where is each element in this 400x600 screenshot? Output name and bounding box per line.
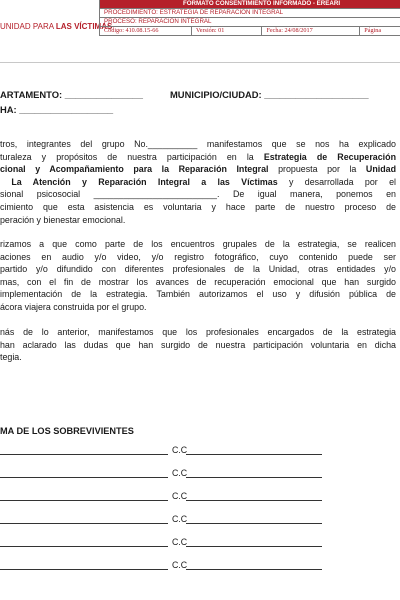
paragraph-line: aciones en audio y/o video, y/o registro fotográfico, cuyo contenido puede ser [0, 251, 396, 262]
cc-label: C.C [172, 445, 188, 455]
departamento-field[interactable]: ARTAMENTO: _______________ [0, 89, 143, 100]
logo-text-bold: LAS VÍCTIMAS [55, 22, 113, 31]
paragraph-line: implementación de la estrategia. También autorizamos el uso y difusión pública de [0, 289, 396, 300]
cc-label: C.C [172, 491, 188, 501]
paragraph-line: tegia. [0, 352, 22, 363]
unidad-victimas-logo [0, 22, 113, 31]
paragraph-line: nás de lo anterior, manifestamos que los profesionales encargados de la estrategia [0, 327, 396, 337]
cc-label: C.C [172, 468, 188, 478]
header-divider [0, 62, 400, 63]
header-info-table [99, 0, 400, 36]
cc-line[interactable] [186, 546, 322, 547]
cc-label: C.C [172, 514, 188, 524]
date-label: Fecha: 24/08/2017 [262, 27, 360, 35]
paragraph-line: cimiento que esta asistencia es voluntaria y hace parte de nuestro proceso de [0, 201, 396, 212]
meta-row [99, 27, 400, 36]
signature-row[interactable] [0, 490, 400, 502]
signature-line[interactable] [0, 523, 168, 524]
signature-row[interactable] [0, 467, 400, 479]
cc-line[interactable] [186, 523, 322, 524]
paragraph-clarification [0, 326, 396, 364]
paragraph-line: tros, integrantes del grupo No.__________ manifestamos que se nos ha explicado [0, 139, 396, 149]
cc-line[interactable] [186, 477, 322, 478]
municipio-field[interactable]: MUNICIPIO/CIUDAD: ____________________ [170, 89, 369, 100]
paragraph-line: peración y bienestar emocional. [0, 214, 126, 225]
paragraph-line: cional y Acompañamiento para la Reparación Integral propuesta por la Unidad [0, 164, 396, 175]
cc-label: C.C [172, 537, 188, 547]
signature-row[interactable] [0, 444, 400, 456]
signature-line[interactable] [0, 477, 168, 478]
paragraph-line: rizamos a que como parte de los encuentros grupales de la estrategia, se realicen [0, 239, 396, 249]
code-label: Código: 410.08.15-66 [100, 27, 192, 35]
document-header [0, 0, 400, 63]
paragraph-explanation [0, 138, 396, 226]
logo-text-normal: UNIDAD PARA [0, 22, 56, 31]
signature-row[interactable] [0, 536, 400, 548]
form-title: FORMATO CONSENTIMIENTO INFORMADO - EREARI [99, 0, 400, 9]
page-label: Página [364, 27, 382, 34]
procedure-label: PROCEDIMIENTO: ESTRATEGIA DE REPARACIÓN INTEGRAL [99, 9, 400, 18]
cc-line[interactable] [186, 454, 322, 455]
signatures-title: MA DE LOS SOBREVIVIENTES [0, 426, 134, 436]
process-label: PROCESO: REPARACIÓN INTEGRAL [99, 18, 400, 27]
cc-label: C.C [172, 560, 188, 570]
version-label: Versión: 01 [192, 27, 262, 35]
paragraph-authorization [0, 238, 396, 314]
signature-line[interactable] [0, 500, 168, 501]
paragraph-line: turaleza y propósitos de nuestra participación en la Estrategia de Recuperación [0, 151, 396, 162]
paragraph-line: partido y/o difundido con diferentes profesionales de la Unidad, otras entidades y/o [0, 264, 396, 275]
signature-line[interactable] [0, 454, 168, 455]
paragraph-line: han aclarado las dudas que han surgido de nuestra participación voluntaria en dicha [0, 339, 396, 350]
paragraph-line: La Atención y Reparación Integral a las Víctimas y desarrollada por el [0, 176, 396, 187]
cc-line[interactable] [186, 500, 322, 501]
paragraph-line: ácora viajera construida por el grupo. [0, 301, 147, 312]
fecha-field[interactable]: HA: __________________ [0, 104, 114, 115]
paragraph-line: sional psicosocial _________________________. De igual manera, ponemos en [0, 189, 396, 200]
signature-row[interactable] [0, 513, 400, 525]
cc-line[interactable] [186, 569, 322, 570]
paragraph-line: mas, con el fin de mostrar los avances de recuperación emocional que han surgido [0, 276, 396, 287]
signature-line[interactable] [0, 569, 168, 570]
signature-line[interactable] [0, 546, 168, 547]
signature-row[interactable] [0, 559, 400, 571]
